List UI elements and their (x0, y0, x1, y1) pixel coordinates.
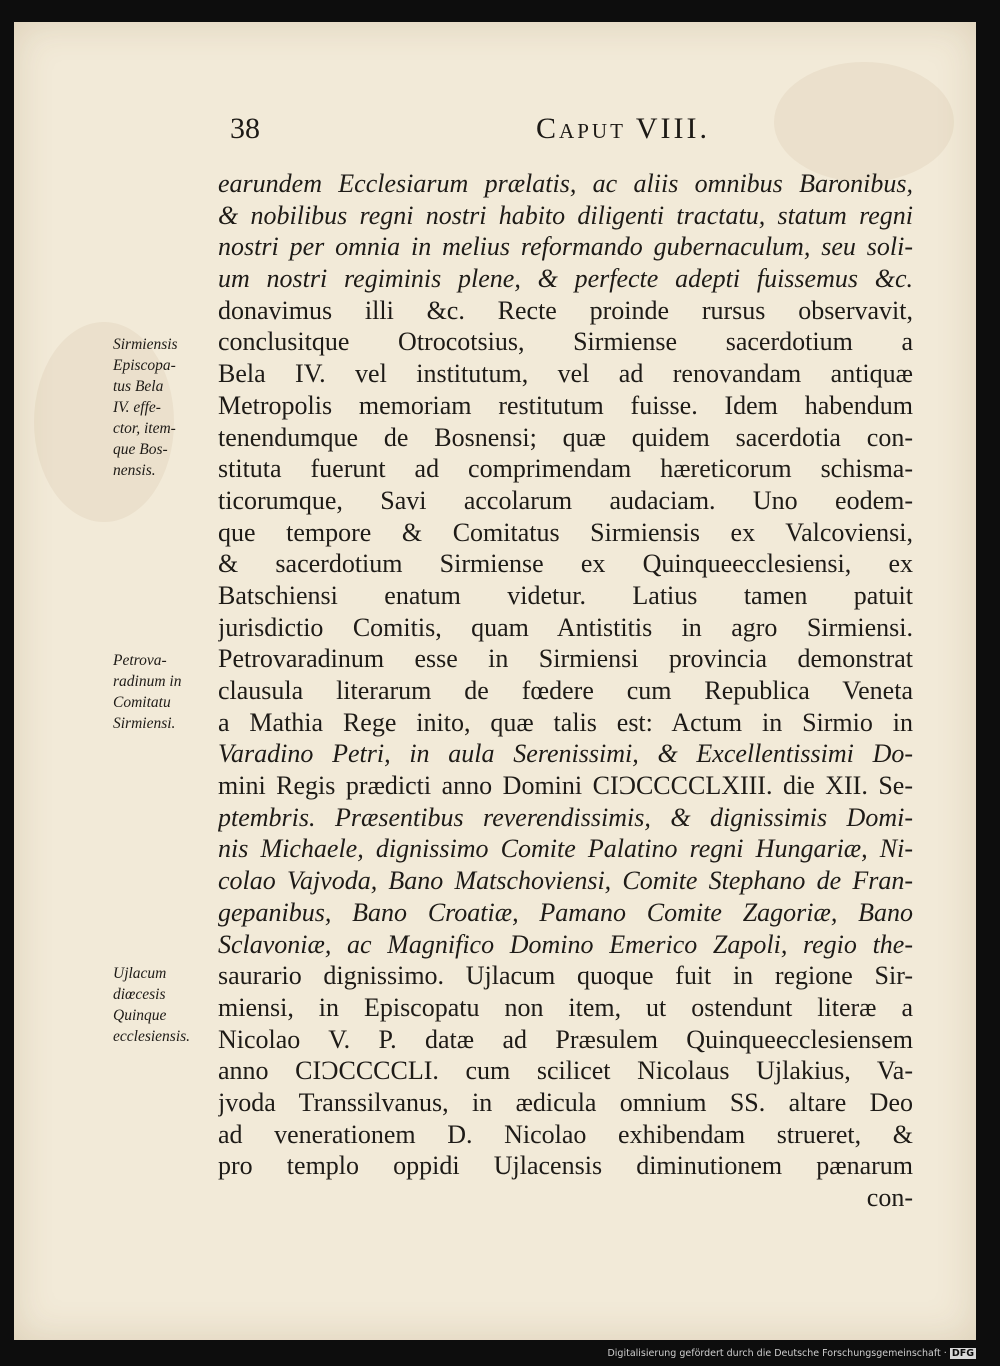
margin-note-line: diœcesis (113, 986, 166, 1003)
text-line: Petrovaradinum esse in Sirmiensi provincia demonstrat (218, 644, 913, 674)
text-line: gepanibus, Bano Croatiæ, Pamano Comite Zagoriæ, Bano (218, 897, 913, 927)
text-line: saurario dignissimo. Ujlacum quoque fuit in regione Sir- (218, 961, 913, 991)
page-number: 38 (230, 112, 260, 145)
text-line: mini Regis prædicti anno Domini CIƆCCCCLXIII. die XII. Se- (218, 771, 913, 801)
margin-note-line: IV. effe- (113, 399, 161, 416)
margin-note-line: ctor, item- (113, 420, 176, 437)
text-line: Bela IV. vel institutum, vel ad renovandam antiquæ (218, 359, 913, 389)
text-line: pro templo oppidi Ujlacensis diminutionem pænarum (218, 1151, 913, 1181)
text-line: anno CIƆCCCCLI. cum scilicet Nicolaus Ujlakius, Va- (218, 1056, 913, 1086)
margin-note-line: Petrova- (113, 652, 167, 669)
margin-note-line: radinum in (113, 673, 182, 690)
text-line: & nobilibus regni nostri habito diligenti tractatu, statum regni (218, 200, 913, 230)
margin-note-ujlacum (113, 963, 215, 1047)
margin-note-line: Episcopa- (113, 357, 176, 374)
margin-note-line: que Bos- (113, 441, 168, 458)
digitization-credit (606, 1348, 976, 1362)
text-line: um nostri regiminis plene, & perfecte adepti fuissemus &c. (218, 264, 913, 294)
text-line: earundem Ecclesiarum prælatis, ac aliis omnibus Baronibus, (218, 169, 913, 198)
text-line: que tempore & Comitatus Sirmiensis ex Valcoviensi, (218, 517, 913, 547)
margin-note-line: Quinque (113, 1007, 167, 1024)
margin-note-line: Comitatu (113, 694, 171, 711)
catchword: con- (866, 1183, 913, 1212)
text-line: Batschiensi enatum videtur. Latius tamen patuit (218, 580, 913, 610)
main-text (218, 168, 913, 1214)
text-line: ticorumque, Savi accolarum audaciam. Uno eodem- (218, 485, 913, 515)
text-line: tenendumque de Bosnensi; quæ quidem sacerdotia con- (218, 422, 913, 452)
text-line: a Mathia Rege inito, quæ talis est: Actum in Sirmio in (218, 707, 913, 737)
text-line: nis Michaele, dignissimo Comite Palatino regni Hungariæ, Ni- (218, 834, 913, 864)
text-line: miensi, in Episcopatu non item, ut ostendunt literæ a (218, 992, 913, 1022)
text-line: conclusitque Otrocotsius, Sirmiense sacerdotium a (218, 327, 913, 357)
text-line: Metropolis memoriam restitutum fuisse. Idem habendum (218, 390, 913, 420)
text-line: stituta fuerunt ad comprimendam hæreticorum schisma- (218, 454, 913, 484)
credit-text: Digitalisierung gefördert durch die Deutsche Forschungsgemeinschaft · (607, 1348, 947, 1359)
text-line: Nicolao V. P. datæ ad Præsulem Quinqueecclesiensem (218, 1024, 913, 1054)
margin-note-line: nensis. (113, 462, 156, 479)
margin-note-petrovaradinum (113, 650, 215, 734)
paper-stain (774, 62, 954, 182)
text-line: Varadino Petri, in aula Serenissimi, & Excellentissimi Do- (218, 739, 913, 769)
text-line: Sclavoniæ, ac Magnifico Domino Emerico Zapoli, regio the- (218, 929, 913, 959)
margin-note-line: Sirmiensis (113, 336, 178, 353)
margin-note-line: tus Bela (113, 378, 164, 395)
text-line: ad venerationem D. Nicolao exhibendam strueret, & (218, 1119, 913, 1149)
text-line: jurisdictio Comitis, quam Antistitis in agro Sirmiensi. (218, 612, 913, 642)
text-line: ptembris. Præsentibus reverendissimis, & dignissimis Domi- (218, 802, 913, 832)
margin-note-line: ecclesiensis. (113, 1028, 191, 1045)
text-line: clausula literarum de fœdere cum Republica Veneta (218, 676, 913, 705)
text-line: nostri per omnia in melius reformando gubernaculum, seu soli- (218, 232, 913, 262)
running-head: Caput VIII. (536, 112, 710, 145)
margin-note-line: Sirmiensi. (113, 715, 176, 732)
margin-note-line: Ujlacum (113, 965, 167, 982)
text-line: donavimus illi &c. Recte proinde rursus observavit, (218, 295, 913, 325)
text-line: jvoda Transsilvanus, in ædicula omnium SS. altare Deo (218, 1087, 913, 1117)
margin-note-sirmium (113, 334, 215, 481)
dfg-logo: DFG (951, 1348, 974, 1359)
page-header (230, 112, 710, 152)
text-line: & sacerdotium Sirmiense ex Quinqueecclesiensi, ex (218, 549, 913, 579)
text-line: colao Vajvoda, Bano Matschoviensi, Comite Stephano de Fran- (218, 866, 913, 896)
